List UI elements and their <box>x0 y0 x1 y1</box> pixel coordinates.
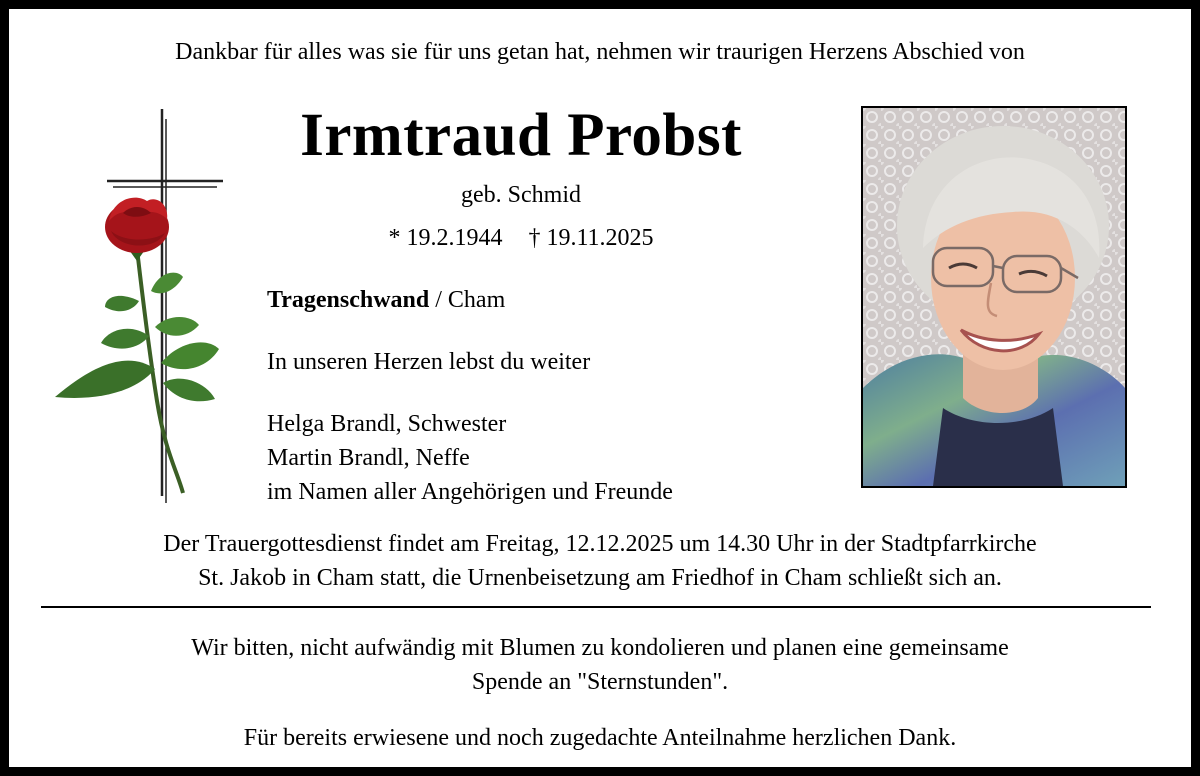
donation-line: Spende an "Sternstunden". <box>471 669 729 695</box>
portrait-photo <box>861 106 1127 488</box>
cross-rose-emblem <box>39 101 229 511</box>
donation-request <box>9 631 1191 699</box>
mourners-list <box>267 407 673 509</box>
thanks-text: Für bereits erwiesene und noch zugedachte Anteilnahme herzlichen Dank. <box>243 725 957 751</box>
residence-town: / Cham <box>429 287 506 313</box>
cross-rose-icon <box>39 101 229 511</box>
death-date: † 19.11.2025 <box>528 225 654 251</box>
donation-line: Wir bitten, nicht aufwändig mit Blumen zu kondolieren und planen eine gemeinsame <box>191 635 1009 661</box>
mourner-line: Martin Brandl, Neffe <box>267 445 470 471</box>
service-announcement <box>9 527 1191 595</box>
residence-village: Tragenschwand <box>267 287 430 313</box>
mourner-line: im Namen aller Angehörigen und Freunde <box>267 479 673 505</box>
service-line: St. Jakob in Cham statt, die Urnenbeisetzung am Friedhof in Cham schließt sich an. <box>198 565 1002 591</box>
deceased-name: Irmtraud Probst <box>300 102 742 169</box>
intro-text: Dankbar für alles was sie für uns getan hat, nehmen wir traurigen Herzens Abschied von <box>175 39 1025 65</box>
mourner-line: Helga Brandl, Schwester <box>267 411 507 437</box>
service-line: Der Trauergottesdienst findet am Freitag, 12.12.2025 um 14.30 Uhr in der Stadtpfarrkirche <box>163 531 1037 557</box>
life-dates <box>271 225 771 252</box>
birth-date: * 19.2.1944 <box>388 225 503 251</box>
residence <box>267 287 505 314</box>
maiden-name: geb. Schmid <box>461 182 581 208</box>
motto: In unseren Herzen lebst du weiter <box>267 349 591 375</box>
divider-line <box>41 606 1151 608</box>
portrait-image <box>863 108 1125 486</box>
